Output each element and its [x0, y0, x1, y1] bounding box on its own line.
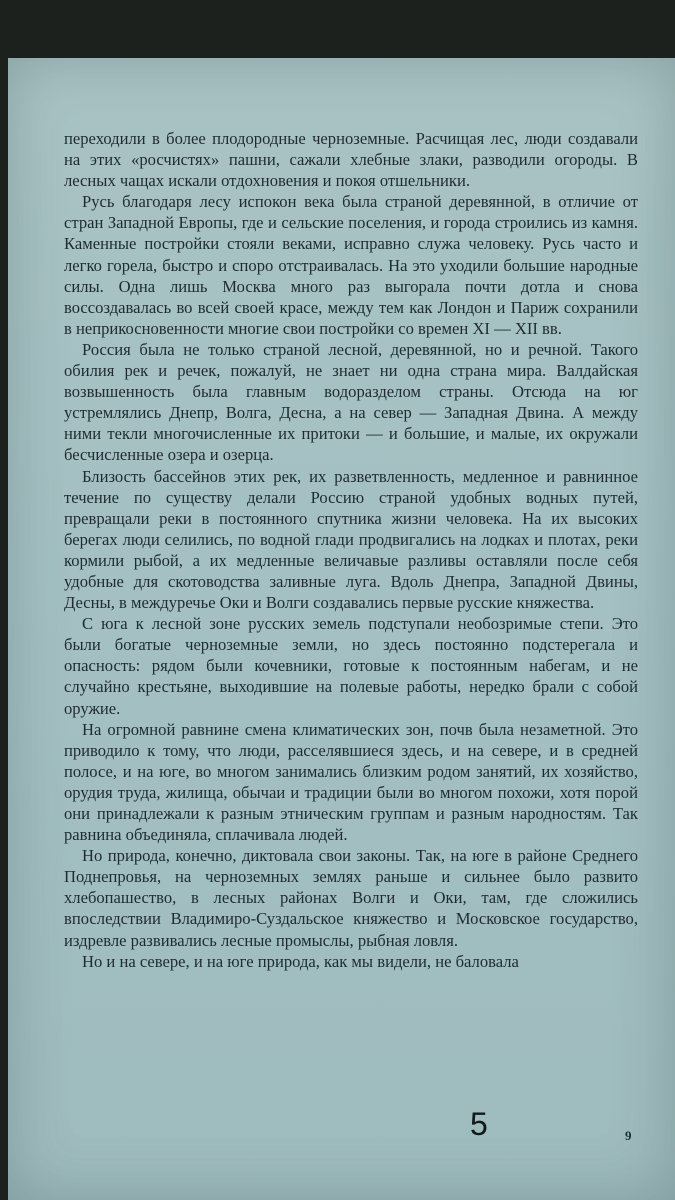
paragraph: Русь благодаря лесу испокон века была страной деревянной, в отличие от стран Западной Европы, где и сельские поселения, и города строились из камня. Каменные постройки стояли веками, исправно служа человеку. Русь часто и легко горела, быстро и споро отстраивалась. На это уходили большие народные силы. Одна лишь Москва много раз выгорала почти дотла и снова воссоздавалась во всей своей красе, между тем как Лондон и Париж сохранили в неприкосновенности многие свои постройки со времен XI — XII вв. — [64, 192, 638, 338]
paragraph: Но природа, конечно, диктовала свои законы. Так, на юге в районе Среднего Поднепровья, на черноземных землях раньше и сильнее было развито хлебопашество, в лесных районах Волги и Оки, там, где сложились впоследствии Владимиро-Суздальское княжество и Московское государство, издревле развивались лесные промыслы, рыбная ловля. — [64, 846, 638, 950]
paragraph: переходили в более плодородные черноземные. Расчищая лес, люди создавали на этих «росчистях» пашни, сажали хлебные злаки, разводили огороды. В лесных чащах искали отдохновения и покоя отшельники. — [64, 129, 638, 191]
paragraph: Близость бассейнов этих рек, их разветвленность, медленное и равнинное течение по существу делали Россию страной удобных водных путей, превращали реки в постоянного спутника жизни человека. На их высоких берегах люди селились, по водной глади продвигались на лодках и плотах, реки кормили рыбой, а их медленные величавые разливы оставляли после себя удобные для скотоводства заливные луга. Вдоль Днепра, Западной Двины, Десны, в междуречье Оки и Волги создавались первые русские княжества. — [64, 466, 638, 613]
paragraph: С юга к лесной зоне русских земель подступали необозримые степи. Это были богатые черноземные земли, но здесь постоянно подстерегала и опасность: рядом были кочевники, готовые к постоянным набегам, и не случайно крестьяне, выходившие на полевые работы, нередко брали с собой оружие. — [64, 614, 638, 718]
paragraph: На огромной равнине смена климатических зон, почв была незаметной. Это приводило к тому, что люди, расселявшиеся здесь, и на севере, и в средней полосе, и на юге, во многом занимались близким родом занятий, их хозяйство, орудия труда, жилища, обычаи и традиции были во многом похожи, хотя порой они принадлежали к разным этническим группам и разным народностям. Так равнина объединяла, сплачивала людей. — [64, 719, 638, 845]
paragraph: Но и на севере, и на юге природа, как мы видели, не баловала — [82, 951, 519, 971]
body-text — [64, 128, 638, 972]
page-number: 9 — [625, 1128, 632, 1143]
paragraph: Россия была не только страной лесной, деревянной, но и речной. Такого обилия рек и речек, пожалуй, не знает ни одна страна мира. Валдайская возвышенность была главным водоразделом страны. Отсюда на юг устремлялись Днепр, Волга, Десна, а на север — Западная Двина. А между ними текли многочисленные их притоки — и большие, и малые, их окружали бесчисленные озера и озерца. — [64, 339, 638, 465]
handwritten-number: 5 — [470, 1106, 488, 1142]
